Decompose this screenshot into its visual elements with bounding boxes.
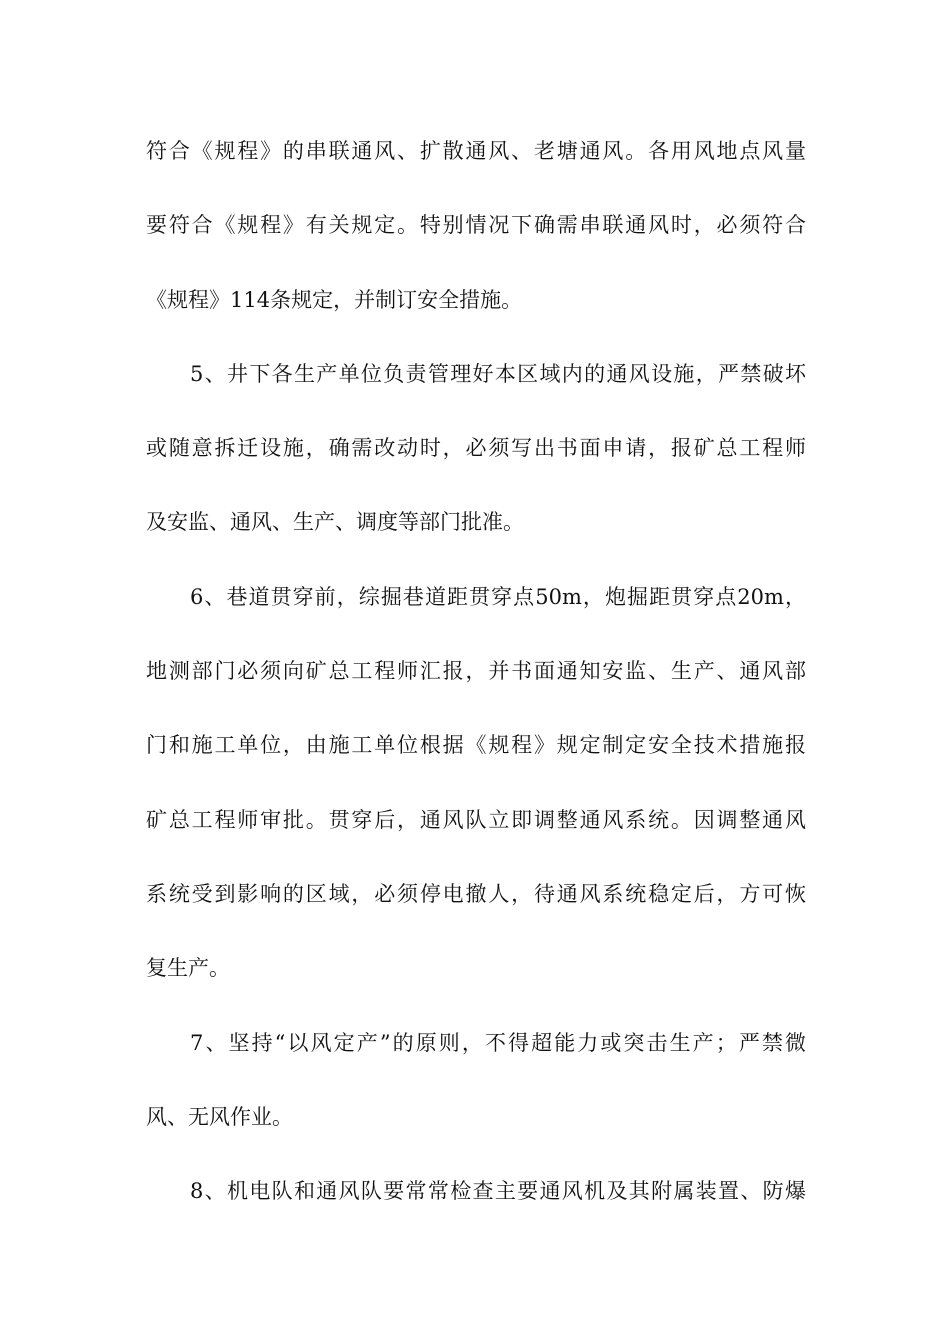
text-line: 《规程》114条规定，并制订安全措施。 [146, 287, 523, 312]
text-line: 7、坚持“以风定产”的原则，不得超能力或突击生产；严禁微 [190, 1030, 806, 1055]
text-line: 门和施工单位，由施工单位根据《规程》规定制定安全技术措施报 [146, 733, 806, 758]
text-line: 6、巷道贯穿前，综掘巷道距贯穿点50m，炮掘距贯穿点20m， [190, 584, 806, 609]
text-line: 矿总工程师审批。贯穿后，通风队立即调整通风系统。因调整通风 [146, 807, 806, 832]
text-line: 5、井下各生产单位负责管理好本区域内的通风设施，严禁破坏 [190, 361, 806, 386]
text-line: 系统受到影响的区域，必须停电撤人，待通风系统稳定后，方可恢 [146, 881, 806, 906]
text-line: 符合《规程》的串联通风、扩散通风、老塘通风。各用风地点风量 [146, 139, 806, 163]
body-text [146, 114, 806, 1228]
text-line: 8、机电队和通风队要常常检查主要通风机及其附属装置、防爆 [190, 1179, 806, 1204]
text-line: 或随意拆迁设施，确需改动时，必须写出书面申请，报矿总工程师 [146, 436, 806, 461]
text-line: 及安监、通风、生产、调度等部门批准。 [146, 510, 524, 535]
text-line: 风、无风作业。 [146, 1104, 293, 1129]
text-line: 复生产。 [146, 956, 230, 981]
text-line: 地测部门必须向矿总工程师汇报，并书面通知安监、生产、通风部 [146, 659, 806, 684]
text-line: 要符合《规程》有关规定。特别情况下确需串联通风时，必须符合 [146, 213, 806, 238]
